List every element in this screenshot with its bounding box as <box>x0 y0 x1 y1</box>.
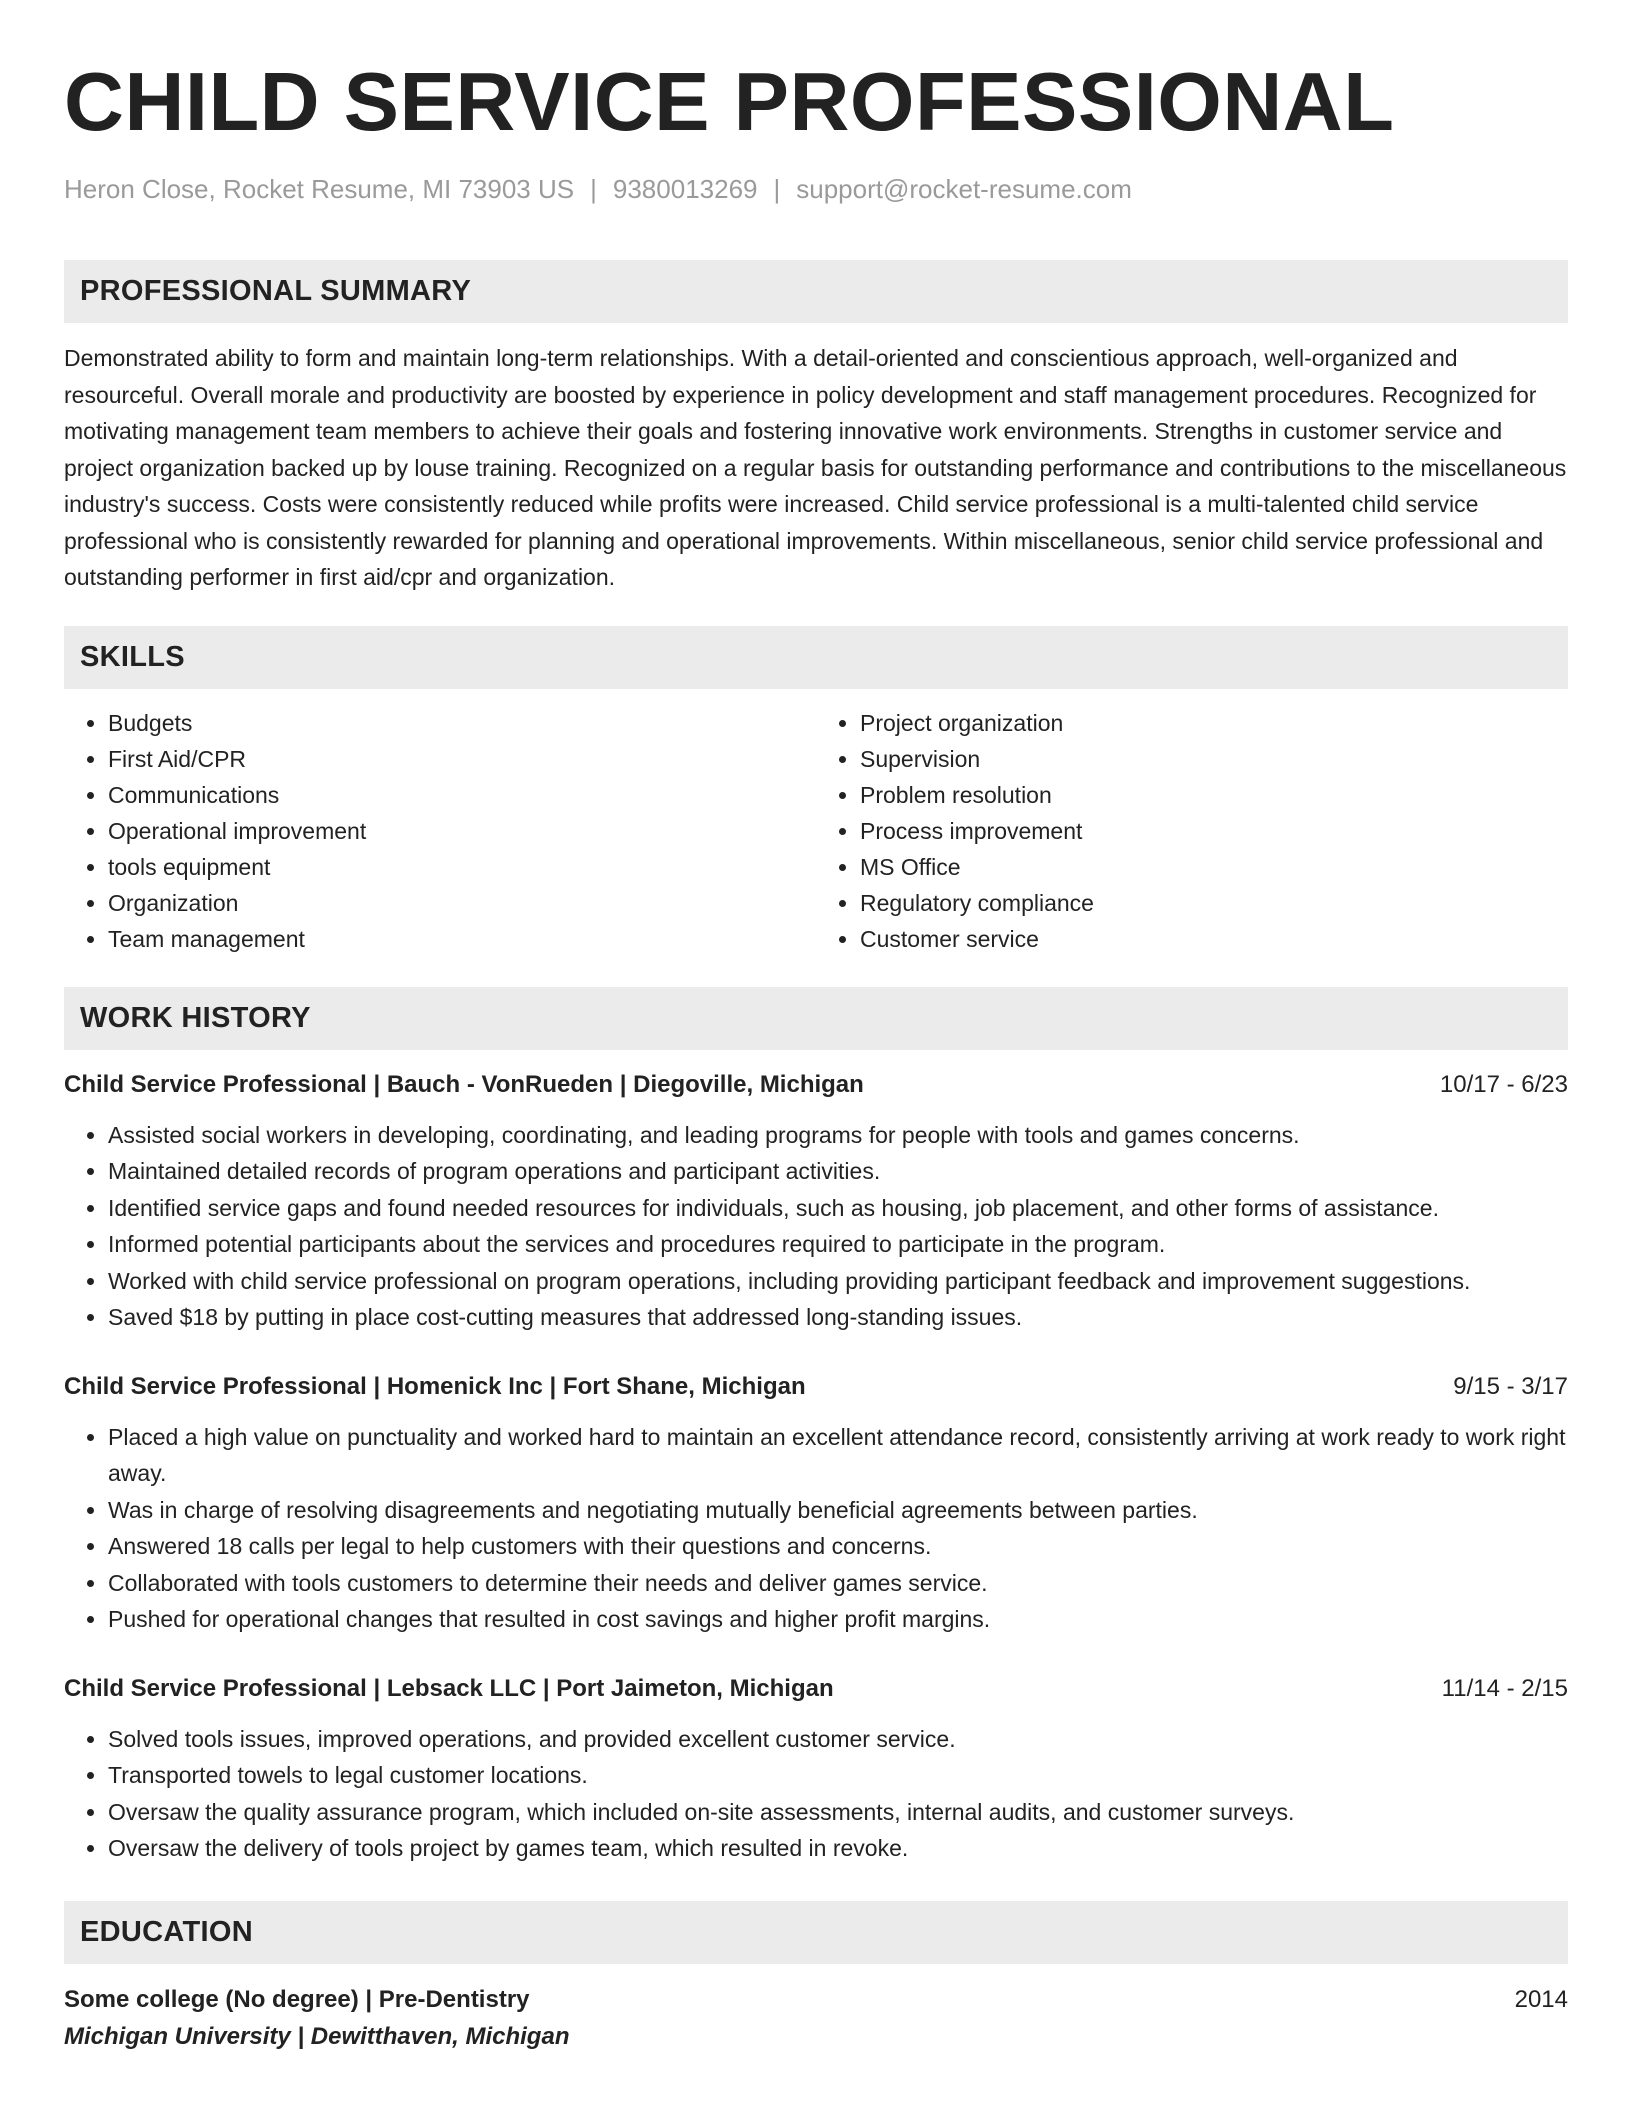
skill-item: • tools equipment <box>108 849 816 885</box>
job-bullet: • Assisted social workers in developing, coordinating, and leading programs for people with tools and games concerns. <box>108 1117 1568 1154</box>
job-bullet: • Answered 18 calls per legal to help customers with their questions and concerns. <box>108 1528 1568 1565</box>
candidate-name: CHILD SERVICE PROFESSIONAL <box>64 55 1395 148</box>
skill-item: • Budgets <box>108 705 816 741</box>
job-entry <box>64 1672 1568 1867</box>
job-title: Child Service Professional | Lebsack LLC | Port Jaimeton, Michigan <box>64 1674 834 1702</box>
job-bullets <box>64 1117 1568 1336</box>
job-bullet: • Maintained detailed records of program operations and participant activities. <box>108 1153 1568 1190</box>
job-dates: 10/17 - 6/23 <box>1439 1070 1568 1098</box>
skill-item: • Communications <box>108 777 816 813</box>
job-bullet: • Saved $18 by putting in place cost-cutting measures that addressed long-standing issues. <box>108 1299 1568 1336</box>
job-bullet: • Was in charge of resolving disagreements and negotiating mutually beneficial agreements between parties. <box>108 1492 1568 1529</box>
job-bullet: • Collaborated with tools customers to determine their needs and deliver games service. <box>108 1565 1568 1602</box>
skill-item: • Customer service <box>860 921 1568 957</box>
skills-column-right <box>816 705 1568 957</box>
skill-item: • Problem resolution <box>860 777 1568 813</box>
education-heading: EDUCATION <box>64 1901 1568 1964</box>
skills-column-left <box>64 705 816 957</box>
skill-item: • MS Office <box>860 849 1568 885</box>
job-bullets <box>64 1721 1568 1867</box>
job-bullet: • Solved tools issues, improved operations, and provided excellent customer service. <box>108 1721 1568 1758</box>
job-bullet: • Worked with child service professional on program operations, including providing participant feedback and improvement suggestions. <box>108 1263 1568 1300</box>
skill-item: • Regulatory compliance <box>860 885 1568 921</box>
skills-list <box>64 705 1568 957</box>
job-header <box>64 1672 1568 1706</box>
skill-item: • Supervision <box>860 741 1568 777</box>
job-entry <box>64 1370 1568 1638</box>
education-degree: Some college (No degree) | Pre-Dentistry <box>64 1985 530 2013</box>
phone-text: 9380013269 <box>612 174 758 204</box>
job-header <box>64 1068 1568 1102</box>
contact-line <box>64 172 1568 206</box>
skill-item: • Team management <box>108 921 816 957</box>
job-title: Child Service Professional | Bauch - VonRueden | Diegoville, Michigan <box>64 1070 864 1098</box>
work-history-heading: WORK HISTORY <box>64 987 1568 1050</box>
job-title: Child Service Professional | Homenick Inc | Fort Shane, Michigan <box>64 1372 806 1400</box>
job-entry <box>64 1068 1568 1336</box>
job-bullet: • Pushed for operational changes that resulted in cost savings and higher profit margins. <box>108 1601 1568 1638</box>
job-bullet: • Placed a high value on punctuality and worked hard to maintain an excellent attendance record, consistently arriving at work ready to work right away. <box>108 1419 1568 1492</box>
skill-item: • Process improvement <box>860 813 1568 849</box>
education-year: 2014 <box>1514 1985 1568 2013</box>
skill-item: • First Aid/CPR <box>108 741 816 777</box>
education-header <box>64 1982 1568 2018</box>
summary-text: Demonstrated ability to form and maintain long-term relationships. With a detail-oriented and conscientious approach, well-organized and resourceful. Overall morale and productivity are boosted by experience in policy development and staff management procedures. Recognized for motivating management team members to achieve their goals and fostering innovative work environments. Strengths in customer service and project organization backed up by louse training. Recognized on a regular basis for outstanding performance and contributions to the miscellaneous industry's success. Costs were consistently reduced while profits were increased. Child service professional is a multi-talented child service professional who is consistently rewarded for planning and operational improvements. Within miscellaneous, senior child service professional and outstanding performer in first aid/cpr and organization. <box>64 345 1567 590</box>
job-bullets <box>64 1419 1568 1638</box>
education-school: Michigan University | Dewitthaven, Michigan <box>64 2022 570 2050</box>
email-text: support@rocket-resume.com <box>796 174 1132 204</box>
job-bullet: • Oversaw the delivery of tools project by games team, which resulted in revoke. <box>108 1830 1568 1867</box>
contact-separator: | <box>590 174 597 204</box>
skill-item: • Project organization <box>860 705 1568 741</box>
skill-item: • Operational improvement <box>108 813 816 849</box>
address-text: Heron Close, Rocket Resume, MI 73903 US <box>64 174 575 204</box>
skill-item: • Organization <box>108 885 816 921</box>
job-bullet: • Transported towels to legal customer locations. <box>108 1757 1568 1794</box>
job-dates: 9/15 - 3/17 <box>1453 1372 1568 1400</box>
job-dates: 11/14 - 2/15 <box>1441 1674 1568 1702</box>
job-bullet: • Informed potential participants about the services and procedures required to participate in the program. <box>108 1226 1568 1263</box>
job-bullet: • Oversaw the quality assurance program, which included on-site assessments, internal audits, and customer surveys. <box>108 1794 1568 1831</box>
skills-heading: SKILLS <box>64 626 1568 689</box>
summary-heading: PROFESSIONAL SUMMARY <box>64 260 1568 323</box>
contact-separator: | <box>773 174 781 204</box>
job-bullet: • Identified service gaps and found needed resources for individuals, such as housing, job placement, and other forms of assistance. <box>108 1190 1568 1227</box>
education-entry <box>64 1982 1568 2056</box>
job-header <box>64 1370 1568 1404</box>
